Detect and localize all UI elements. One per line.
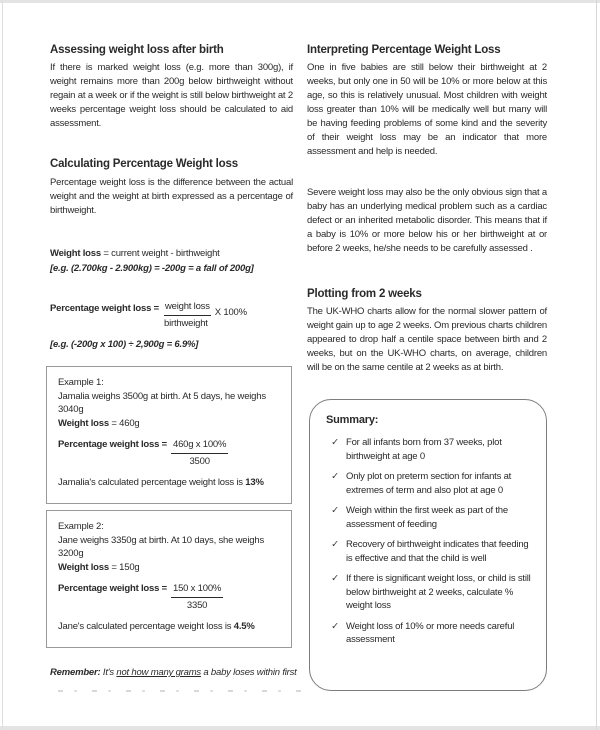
heading-calculating-percentage: Calculating Percentage Weight loss <box>50 158 238 170</box>
summary-box <box>309 399 547 691</box>
page-edge-left <box>2 0 3 730</box>
example-2-box <box>46 510 292 648</box>
weight-loss-label: Weight loss <box>50 248 101 259</box>
check-icon: ✓ <box>331 437 339 448</box>
example-1-numerator: 460g x 100% <box>171 438 228 454</box>
example-2-result <box>58 620 280 634</box>
summary-item <box>324 572 536 613</box>
summary-item <box>324 620 536 647</box>
example-1-result-text: Jamalia's calculated percentage weight loss is <box>58 477 246 488</box>
fraction-multiplier: X 100% <box>214 307 247 318</box>
example-1-weight-loss <box>58 417 280 431</box>
example-1-weight-loss-value: = 460g <box>108 417 140 429</box>
paragraph-plotting: The UK-WHO charts allow for the normal slower pattern of weight gain up to age 2 weeks. Om previous charts children appeared to drop half a centile space between birth and 2 weeks, but on the UK-WHO charts, on average, children will be on the same centile at 2 weeks as at birth. <box>307 306 547 373</box>
example-1-formula <box>58 438 280 468</box>
example-2-title: Example 2: <box>58 521 104 532</box>
remember-underlined: not how many grams <box>116 667 201 678</box>
weight-loss-definition <box>50 247 293 261</box>
example-1-fraction <box>171 438 228 468</box>
example-1-box <box>46 366 292 504</box>
summary-item-text: If there is significant weight loss, or child is still below birthweight at 2 weeks, calculate % weight loss <box>346 573 531 611</box>
example-2-weight-loss-value: = 150g <box>108 561 140 573</box>
weight-loss-rest: = current weight - birthweight <box>100 248 220 259</box>
example-2-numerator: 150 x 100% <box>171 582 223 598</box>
weight-loss-example: [e.g. (2.700kg - 2.900kg) = -200g = a fall of 200g] <box>50 263 254 274</box>
percentage-formula <box>50 300 247 331</box>
formula-fraction <box>164 300 211 331</box>
check-icon: ✓ <box>331 539 339 550</box>
left-column <box>50 0 297 730</box>
example-2-intro: Jane weighs 3350g at birth. At 10 days, she weighs 3200g <box>58 534 264 559</box>
example-2-weight-loss <box>58 561 280 575</box>
right-column <box>307 0 547 730</box>
page-edge-right <box>596 0 597 730</box>
paragraph-calculating: Percentage weight loss is the difference between the actual weight and the weight at birth expressed as a percentage of birthweight. <box>50 177 293 216</box>
fraction-denominator: birthweight <box>163 318 208 329</box>
summary-item <box>324 504 536 531</box>
percentage-formula-label: Percentage weight loss = <box>50 303 159 314</box>
heading-interpreting: Interpreting Percentage Weight Loss <box>307 44 501 56</box>
heading-plotting: Plotting from 2 weeks <box>307 288 422 300</box>
summary-item-text: Only plot on preterm section for infants at extremes of term and also plot at age 0 <box>346 471 512 496</box>
example-2-result-value: 4.5% <box>233 621 255 632</box>
summary-item <box>324 470 536 497</box>
summary-item <box>324 538 536 565</box>
example-2-result-text: Jane's calculated percentage weight loss is <box>58 621 234 632</box>
example-1-result-value: 13% <box>245 477 264 488</box>
check-icon: ✓ <box>331 573 339 584</box>
summary-item-text: For all infants born from 37 weeks, plot birthweight at age 0 <box>346 437 502 462</box>
check-icon: ✓ <box>331 620 339 632</box>
fraction-numerator: weight loss <box>164 300 211 316</box>
remember-pre: It's <box>100 667 117 678</box>
example-1-title: Example 1: <box>58 377 104 388</box>
example-2-denominator: 3350 <box>186 599 208 611</box>
remember-note <box>50 666 300 680</box>
example-2-formula <box>58 582 280 612</box>
example-1-denominator: 3500 <box>189 455 210 467</box>
summary-item-text: Recovery of birthweight indicates that feeding is effective and that the child is well <box>346 539 529 564</box>
example-1-result <box>58 476 280 490</box>
heading-assessing-weight-loss: Assessing weight loss after birth <box>50 44 224 56</box>
summary-item-text: Weight loss of 10% or more needs careful assessment <box>346 620 515 645</box>
example-2-weight-loss-label: Weight loss <box>58 561 109 573</box>
summary-item-text: Weigh within the first week as part of the assessment of feeding <box>346 505 508 530</box>
example-1-formula-label: Percentage weight loss = <box>58 439 167 450</box>
paragraph-interpreting-1: One in five babies are still below their birthweight at 2 weeks, but only one in 50 will be 10% or more below at this age, so this is relatively unusual. Most children with weight loss greater than 10% will be medically well but many will be having feeding problems of some kind and the severity of their weight loss may be an indicator that more assessment and help is needed. <box>307 62 547 157</box>
example-2-fraction <box>171 582 223 612</box>
paragraph-interpreting-2: Severe weight loss may also be the only obvious sign that a baby has an underlying medical problem such as a cardiac defect or an inherited metabolic disorder. This means that if a baby is 10% or more below his or her birthweight at or before 2 weeks, he/she needs to be carefully assessed . <box>307 187 547 254</box>
cropped-text-line <box>58 690 303 692</box>
summary-item <box>324 436 536 463</box>
example-1-intro: Jamalia weighs 3500g at birth. At 5 days, he weighs 3040g <box>58 390 266 415</box>
paragraph-assessing: If there is marked weight loss (e.g. more than 300g), if weight remains more than 200g below birthweight without regain at a week or if the weight is still below birthweight at 2 weeks percentage weight loss should be calculated to aid assessment. <box>50 62 293 129</box>
example-2-formula-label: Percentage weight loss = <box>58 583 167 594</box>
remember-post: a baby loses within first <box>200 667 297 678</box>
summary-heading: Summary: <box>326 414 379 426</box>
percentage-example: [e.g. (-200g x 100) ÷ 2,900g = 6.9%] <box>50 339 199 350</box>
remember-label: Remember: <box>50 667 101 678</box>
check-icon: ✓ <box>331 505 339 516</box>
check-icon: ✓ <box>331 471 339 482</box>
example-1-weight-loss-label: Weight loss <box>58 417 109 429</box>
